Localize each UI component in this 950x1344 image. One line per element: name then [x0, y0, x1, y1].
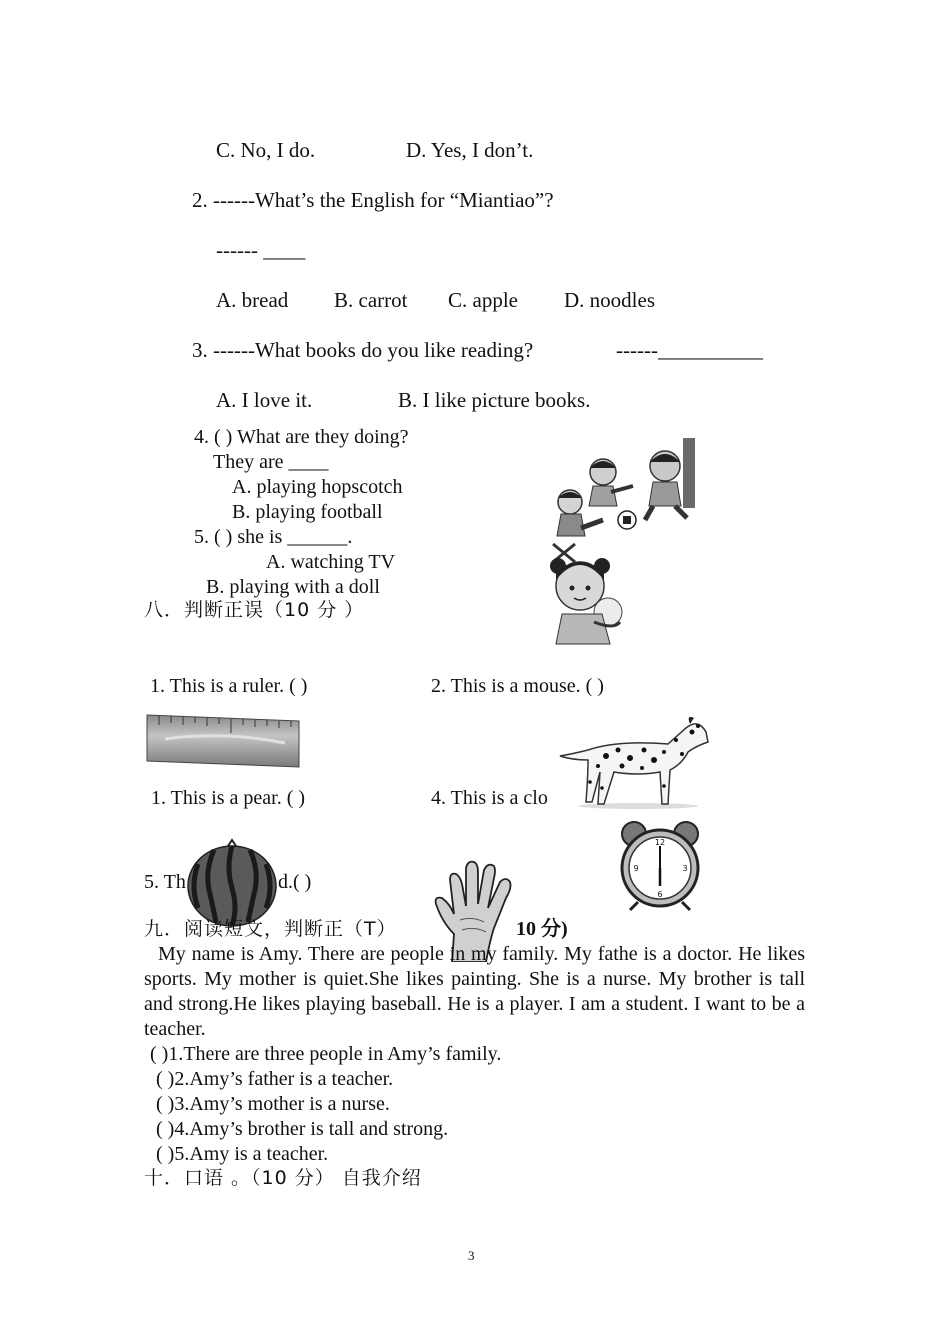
sec9-item-4: ( )4.Amy’s brother is tall and strong.: [156, 1118, 449, 1140]
sec8-item-3: 1. This is a pear. ( ): [151, 787, 306, 809]
q2-option-b: B. carrot: [334, 288, 408, 312]
reading-passage: My name is Amy. There are people in my family. My fathe is a doctor. He likes sports. My mother is quiet.She likes painting. She is a nurse. My brother is tall and strong.He likes playing baseball. He is a player. I am a student. I want to be a teacher.: [144, 943, 805, 1040]
watermelon-picture: [186, 838, 278, 928]
q2-prompt: 2. ------What’s the English for “Miantiao”?: [192, 188, 554, 212]
sec9-item-5: ( )5.Amy is a teacher.: [156, 1143, 329, 1165]
alarm-clock-picture: [614, 820, 706, 912]
sec9-item-2: ( )2.Amy’s father is a teacher.: [156, 1068, 394, 1090]
q3-option-b: B. I like picture books.: [398, 388, 591, 412]
sec8-item-1: 1. This is a ruler. ( ): [150, 675, 308, 697]
q3-prompt: 3. ------What books do you like reading?: [192, 338, 534, 362]
q4-stem: They are ____: [213, 451, 329, 473]
q3-option-a: A. I love it.: [216, 388, 313, 412]
q4-option-b: B. playing football: [232, 501, 383, 523]
q5-prompt: 5. ( ) she is ______.: [194, 526, 353, 548]
svg-text:3: 3: [682, 864, 688, 873]
q2-option-c: C. apple: [448, 288, 518, 312]
sec8-item-2: 2. This is a mouse. ( ): [431, 675, 604, 697]
q5-option-a: A. watching TV: [266, 551, 396, 573]
q2-option-d: D. noodles: [564, 288, 655, 312]
svg-text:9: 9: [633, 864, 639, 873]
section-9-title: 九．阅读短文，判断正（T）: [144, 918, 397, 940]
section-8-title: 八．判断正误（10 分 ）: [144, 599, 365, 621]
q3-answer-line: ------__________: [616, 338, 763, 362]
q1-option-c: C. No, I do.: [216, 138, 316, 162]
svg-text:12: 12: [654, 838, 666, 847]
dalmatian-dog-picture: [558, 710, 714, 810]
q4-prompt: 4. ( ) What are they doing?: [194, 426, 409, 448]
sec8-item-4: 4. This is a clo: [431, 787, 548, 809]
svg-text:6: 6: [657, 890, 663, 899]
sec9-item-3: ( )3.Amy’s mother is a nurse.: [156, 1093, 390, 1115]
sec8-item-5-start: 5. Th: [144, 871, 186, 893]
sec8-item-5-end: d.( ): [278, 871, 312, 893]
section-9-title-score: 10 分): [516, 918, 568, 940]
section-10-title: 十．口语 。（10 分） 自我介绍: [144, 1167, 422, 1189]
girl-with-doll-illustration: [544, 552, 630, 648]
q2-option-a: A. bread: [216, 288, 289, 312]
sec9-item-1: ( )1.There are three people in Amy’s family.: [150, 1043, 502, 1065]
kids-football-illustration: [545, 436, 710, 564]
ruler-picture: [145, 713, 301, 769]
page-number: 3: [468, 1248, 475, 1263]
q2-answer-line: ------ ____: [216, 238, 306, 262]
q1-option-d: D. Yes, I don’t.: [406, 138, 534, 162]
q5-option-b: B. playing with a doll: [206, 576, 380, 598]
q4-option-a: A. playing hopscotch: [232, 476, 403, 498]
